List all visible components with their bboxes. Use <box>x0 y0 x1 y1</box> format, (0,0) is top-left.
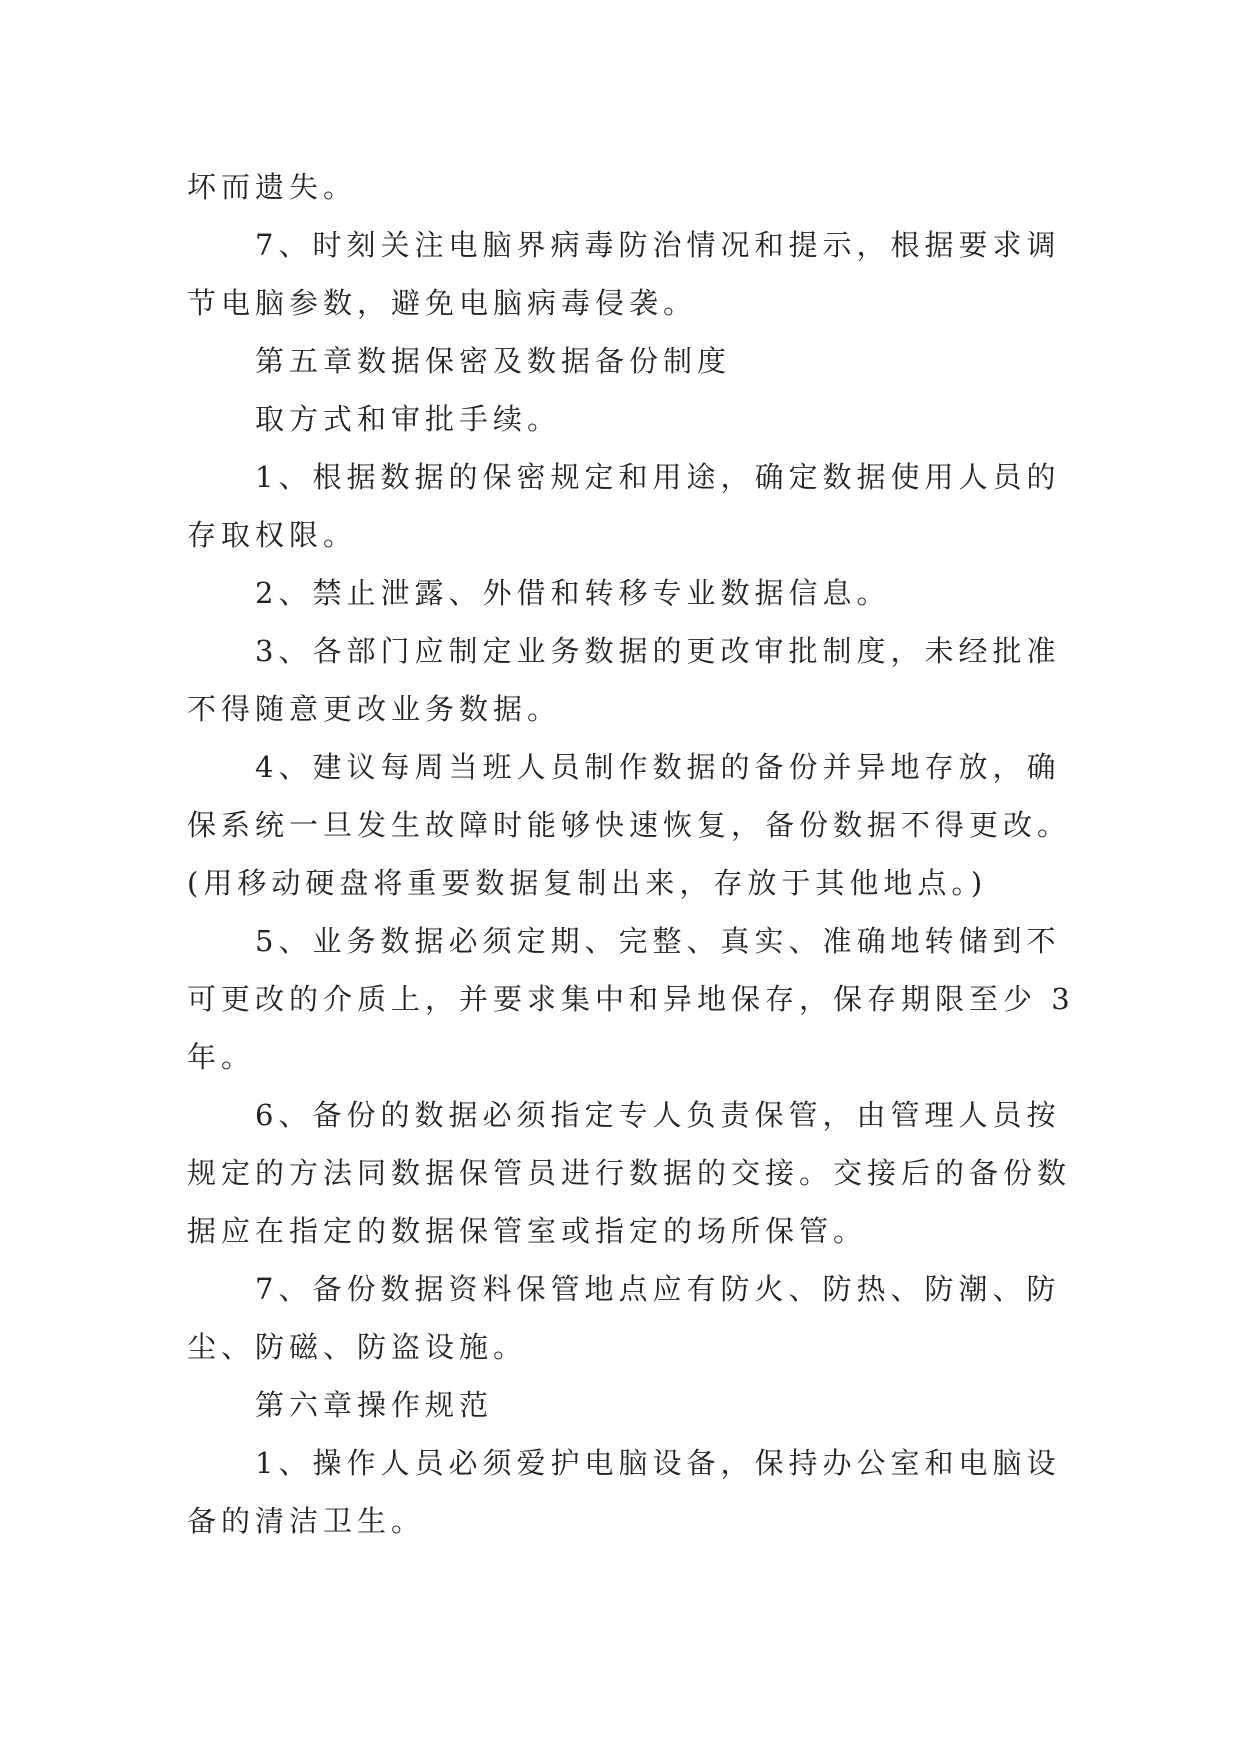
text-line: 据应在指定的数据保管室或指定的场所保管。 <box>187 1214 868 1248</box>
text-line: 7、备份数据资料保管地点应有防火、防热、防潮、防 <box>255 1272 1061 1306</box>
text-line: 1、根据数据的保密规定和用途，确定数据使用人员的 <box>255 460 1061 494</box>
text-line: 节电脑参数，避免电脑病毒侵袭。 <box>187 286 698 320</box>
text-line: 4、建议每周当班人员制作数据的备份并异地存放，确 <box>255 750 1061 784</box>
document-body <box>187 158 1075 1550</box>
text-line: 2、禁止泄露、外借和转移专业数据信息。 <box>255 576 891 610</box>
text-line: 规定的方法同数据保管员进行数据的交接。交接后的备份数 <box>187 1156 1072 1190</box>
text-line: 保系统一旦发生故障时能够快速恢复，备份数据不得更改。 <box>187 808 1072 842</box>
text-line: 备的清洁卫生。 <box>187 1504 426 1538</box>
text-line: 6、备份的数据必须指定专人负责保管，由管理人员按 <box>255 1098 1061 1132</box>
text-line: 尘、防磁、防盗设施。 <box>187 1330 528 1364</box>
text-line: (用移动硬盘将重要数据复制出来，存放于其他地点。) <box>187 866 988 900</box>
text-line: 坏而遗失。 <box>187 170 358 204</box>
text-line: 5、业务数据必须定期、完整、真实、准确地转储到不 <box>255 924 1061 958</box>
text-line: 年。 <box>187 1040 256 1074</box>
text-line: 3、各部门应制定业务数据的更改审批制度，未经批准 <box>255 634 1061 668</box>
text-line: 取方式和审批手续。 <box>255 402 562 436</box>
text-line: 第五章数据保密及数据备份制度 <box>255 344 732 378</box>
text-line: 7、时刻关注电脑界病毒防治情况和提示，根据要求调 <box>255 228 1061 262</box>
text-line: 不得随意更改业务数据。 <box>187 692 562 726</box>
text-line: 第六章操作规范 <box>255 1388 494 1422</box>
text-line: 存取权限。 <box>187 518 358 552</box>
text-line: 可更改的介质上，并要求集中和异地保存，保存期限至少 3 <box>187 982 1075 1016</box>
text-line: 1、操作人员必须爱护电脑设备，保持办公室和电脑设 <box>255 1446 1061 1480</box>
